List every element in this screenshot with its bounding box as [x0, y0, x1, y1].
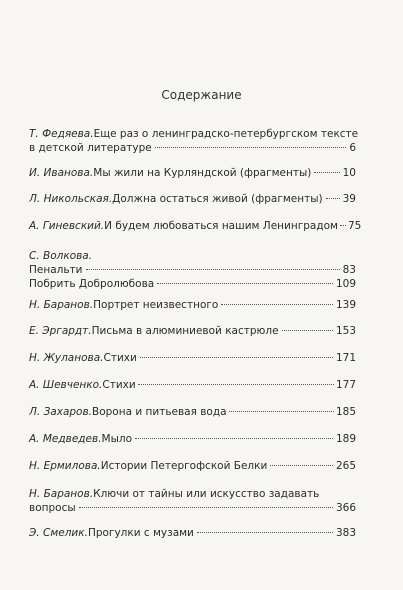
- dot-leader: [155, 147, 347, 148]
- entry-page-number: 153: [335, 325, 356, 337]
- entry-page-number: 265: [335, 460, 356, 472]
- dot-leader: [270, 465, 333, 466]
- dot-leader: [157, 283, 333, 284]
- entry-author: А. Медведев.: [29, 433, 102, 445]
- dot-leader: [282, 330, 333, 331]
- toc-entry-smelik: [29, 526, 356, 540]
- entry-author: С. Волкова.: [29, 250, 93, 262]
- entry-author: Н. Жуланова.: [29, 352, 104, 364]
- toc-entry-ivanova: [29, 166, 356, 180]
- toc-entry-shevchenko: [29, 378, 356, 392]
- entry-author: Т. Федяева.: [29, 128, 94, 140]
- toc-entry-zhulanova: [29, 351, 356, 365]
- entry-page-number: 189: [335, 433, 356, 445]
- entry-author: А. Гиневский.: [29, 220, 105, 232]
- toc-entry-ermilova: [29, 459, 356, 473]
- entry-title: Должна остаться живой (фрагменты): [112, 193, 323, 205]
- dot-leader: [229, 411, 334, 412]
- entry-title: Еще раз о ленинградско-петербургском тексте: [93, 128, 359, 140]
- entry-title-continued: в детской литературе: [29, 142, 152, 154]
- entry-title: Ключи от тайны или искусство задавать: [93, 488, 320, 500]
- toc-entry-ginevsky: [29, 219, 362, 233]
- entry-title: Стихи: [103, 352, 137, 364]
- dot-leader: [138, 384, 334, 385]
- dot-leader: [326, 198, 340, 199]
- dot-leader: [221, 304, 333, 305]
- dot-leader: [135, 438, 333, 439]
- dot-leader: [140, 357, 333, 358]
- entry-page-number: 39: [342, 193, 356, 205]
- entry-title: Стихи: [102, 379, 136, 391]
- entry-title: Ворона и питьевая вода: [92, 406, 227, 418]
- dot-leader: [86, 269, 340, 270]
- toc-entry-medvedev: [29, 432, 356, 446]
- entry-page-number: 83: [342, 264, 356, 276]
- entry-page-number: 366: [335, 502, 356, 514]
- entry-author: Н. Баранов.: [29, 299, 94, 311]
- entry-page-number: 185: [335, 406, 356, 418]
- entry-author: Н. Ермилова.: [29, 460, 101, 472]
- entry-author: Л. Захаров.: [29, 406, 92, 418]
- entry-title: Мы жили на Курляндской (фрагменты): [93, 167, 312, 179]
- entry-author: И. Иванова.: [29, 167, 94, 179]
- entry-author: Н. Баранов.: [29, 488, 94, 500]
- entry-page-number: 139: [335, 299, 356, 311]
- entry-author: Е. Эргардт.: [29, 325, 92, 337]
- entry-title: Мыло: [101, 433, 133, 445]
- entry-title: Побрить Добролюбова: [29, 278, 155, 290]
- entry-page-number: 177: [335, 379, 356, 391]
- toc-entry-volkova: [29, 249, 356, 291]
- entry-title: И будем любоваться нашим Ленинградом: [104, 220, 338, 232]
- entry-title: Истории Петергофской Белки: [100, 460, 268, 472]
- entry-title: Портрет неизвестного: [93, 299, 219, 311]
- entry-author: Л. Никольская.: [29, 193, 113, 205]
- dot-leader: [314, 172, 339, 173]
- entry-page-number: 6: [349, 142, 356, 154]
- dot-leader: [79, 507, 333, 508]
- toc-entry-ergardt: [29, 324, 356, 338]
- toc-entry-baranov-portrait: [29, 298, 356, 312]
- contents-heading: Содержание: [161, 88, 242, 102]
- entry-author: А. Шевченко.: [29, 379, 103, 391]
- toc-entry-zakharov: [29, 405, 356, 419]
- toc-entry-baranov-keys: [29, 487, 356, 515]
- toc-entry-nikolskaya: [29, 192, 356, 206]
- toc-entry-fedyaeva: [29, 127, 359, 155]
- entry-page-number: 383: [335, 527, 356, 539]
- dot-leader: [197, 532, 333, 533]
- entry-page-number: 171: [335, 352, 356, 364]
- entry-title: Прогулки с музами: [87, 527, 194, 539]
- entry-title: Письма в алюминиевой кастрюле: [91, 325, 279, 337]
- dot-leader: [340, 225, 346, 226]
- entry-page-number: 10: [342, 167, 356, 179]
- entry-title: Пенальти: [29, 264, 83, 276]
- entry-page-number: 109: [335, 278, 356, 290]
- entry-title-continued: вопросы: [29, 502, 76, 514]
- entry-page-number: 75: [347, 220, 362, 232]
- entry-author: Э. Смелик.: [29, 527, 88, 539]
